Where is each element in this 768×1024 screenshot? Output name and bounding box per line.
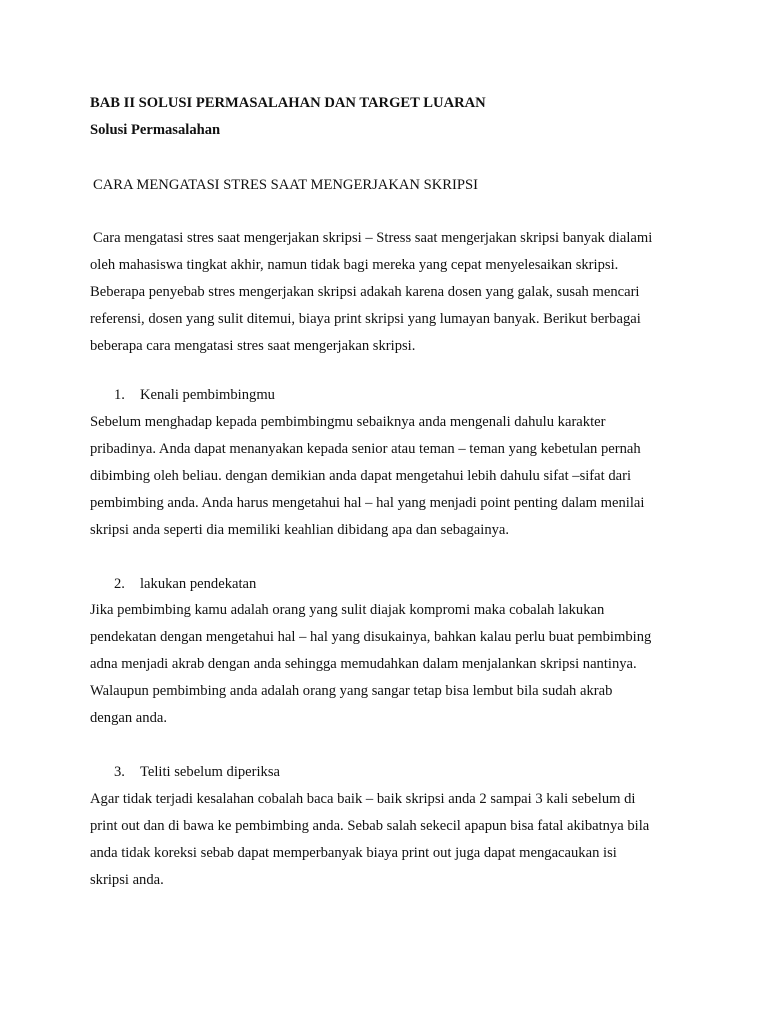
list-item-heading-2: lakukan pendekatan	[140, 576, 257, 592]
intro-line-4: referensi, dosen yang sulit ditemui, biaya print skripsi yang lumayan banyak. Berikut berbagai	[90, 311, 641, 327]
item-2-line-5: dengan anda.	[90, 710, 167, 726]
list-number-1: 1.	[114, 387, 125, 403]
item-3-line-3: anda tidak koreksi sebab dapat memperbanyak biaya print out juga dapat mengacaukan isi	[90, 845, 617, 861]
item-1-line-1: Sebelum menghadap kepada pembimbingmu sebaiknya anda mengenali dahulu karakter	[90, 414, 606, 430]
item-1-line-4: pembimbing anda. Anda harus mengetahui hal – hal yang menjadi point penting dalam menilai	[90, 495, 645, 511]
item-3-line-4: skripsi anda.	[90, 872, 164, 888]
list-item-heading-3: Teliti sebelum diperiksa	[140, 764, 281, 780]
list-number-2: 2.	[114, 576, 125, 592]
intro-line-1: Cara mengatasi stres saat mengerjakan skripsi – Stress saat mengerjakan skripsi banyak dialami	[93, 230, 653, 246]
article-title: CARA MENGATASI STRES SAAT MENGERJAKAN SKRIPSI	[93, 177, 478, 193]
intro-line-3: Beberapa penyebab stres mengerjakan skripsi adakah karena dosen yang galak, susah mencari	[90, 284, 640, 300]
item-1-line-3: dibimbing oleh beliau. dengan demikian anda dapat mengetahui lebih dahulu sifat –sifat dari	[90, 468, 632, 484]
item-3-line-1: Agar tidak terjadi kesalahan cobalah baca baik – baik skripsi anda 2 sampai 3 kali sebelum di	[90, 791, 636, 807]
item-1-line-2: pribadinya. Anda dapat menanyakan kepada senior atau teman – teman yang kebetulan pernah	[90, 441, 641, 457]
list-item-heading-1: Kenali pembimbingmu	[140, 387, 275, 403]
item-2-line-3: adna menjadi akrab dengan anda sehingga memudahkan dalam menjalankan skripsi nantinya.	[90, 656, 637, 672]
item-2-line-2: pendekatan dengan mengetahui hal – hal yang disukainya, bahkan kalau perlu buat pembimbing	[90, 629, 652, 645]
item-2-line-1: Jika pembimbing kamu adalah orang yang sulit diajak kompromi maka cobalah lakukan	[90, 602, 605, 618]
item-2-line-4: Walaupun pembimbing anda adalah orang yang sangar tetap bisa lembut bila sudah akrab	[90, 683, 613, 699]
chapter-title: BAB II SOLUSI PERMASALAHAN DAN TARGET LUARAN	[90, 95, 486, 111]
section-subtitle: Solusi Permasalahan	[90, 122, 221, 138]
intro-line-2: oleh mahasiswa tingkat akhir, namun tidak bagi mereka yang cepat menyelesaikan skripsi.	[90, 257, 619, 273]
intro-line-5: beberapa cara mengatasi stres saat mengerjakan skripsi.	[90, 338, 416, 354]
item-3-line-2: print out dan di bawa ke pembimbing anda. Sebab salah sekecil apapun bisa fatal akibatnya bila	[90, 818, 650, 834]
item-1-line-5: skripsi anda seperti dia memiliki keahlian dibidang apa dan sebagainya.	[90, 522, 510, 538]
list-number-3: 3.	[114, 764, 125, 780]
